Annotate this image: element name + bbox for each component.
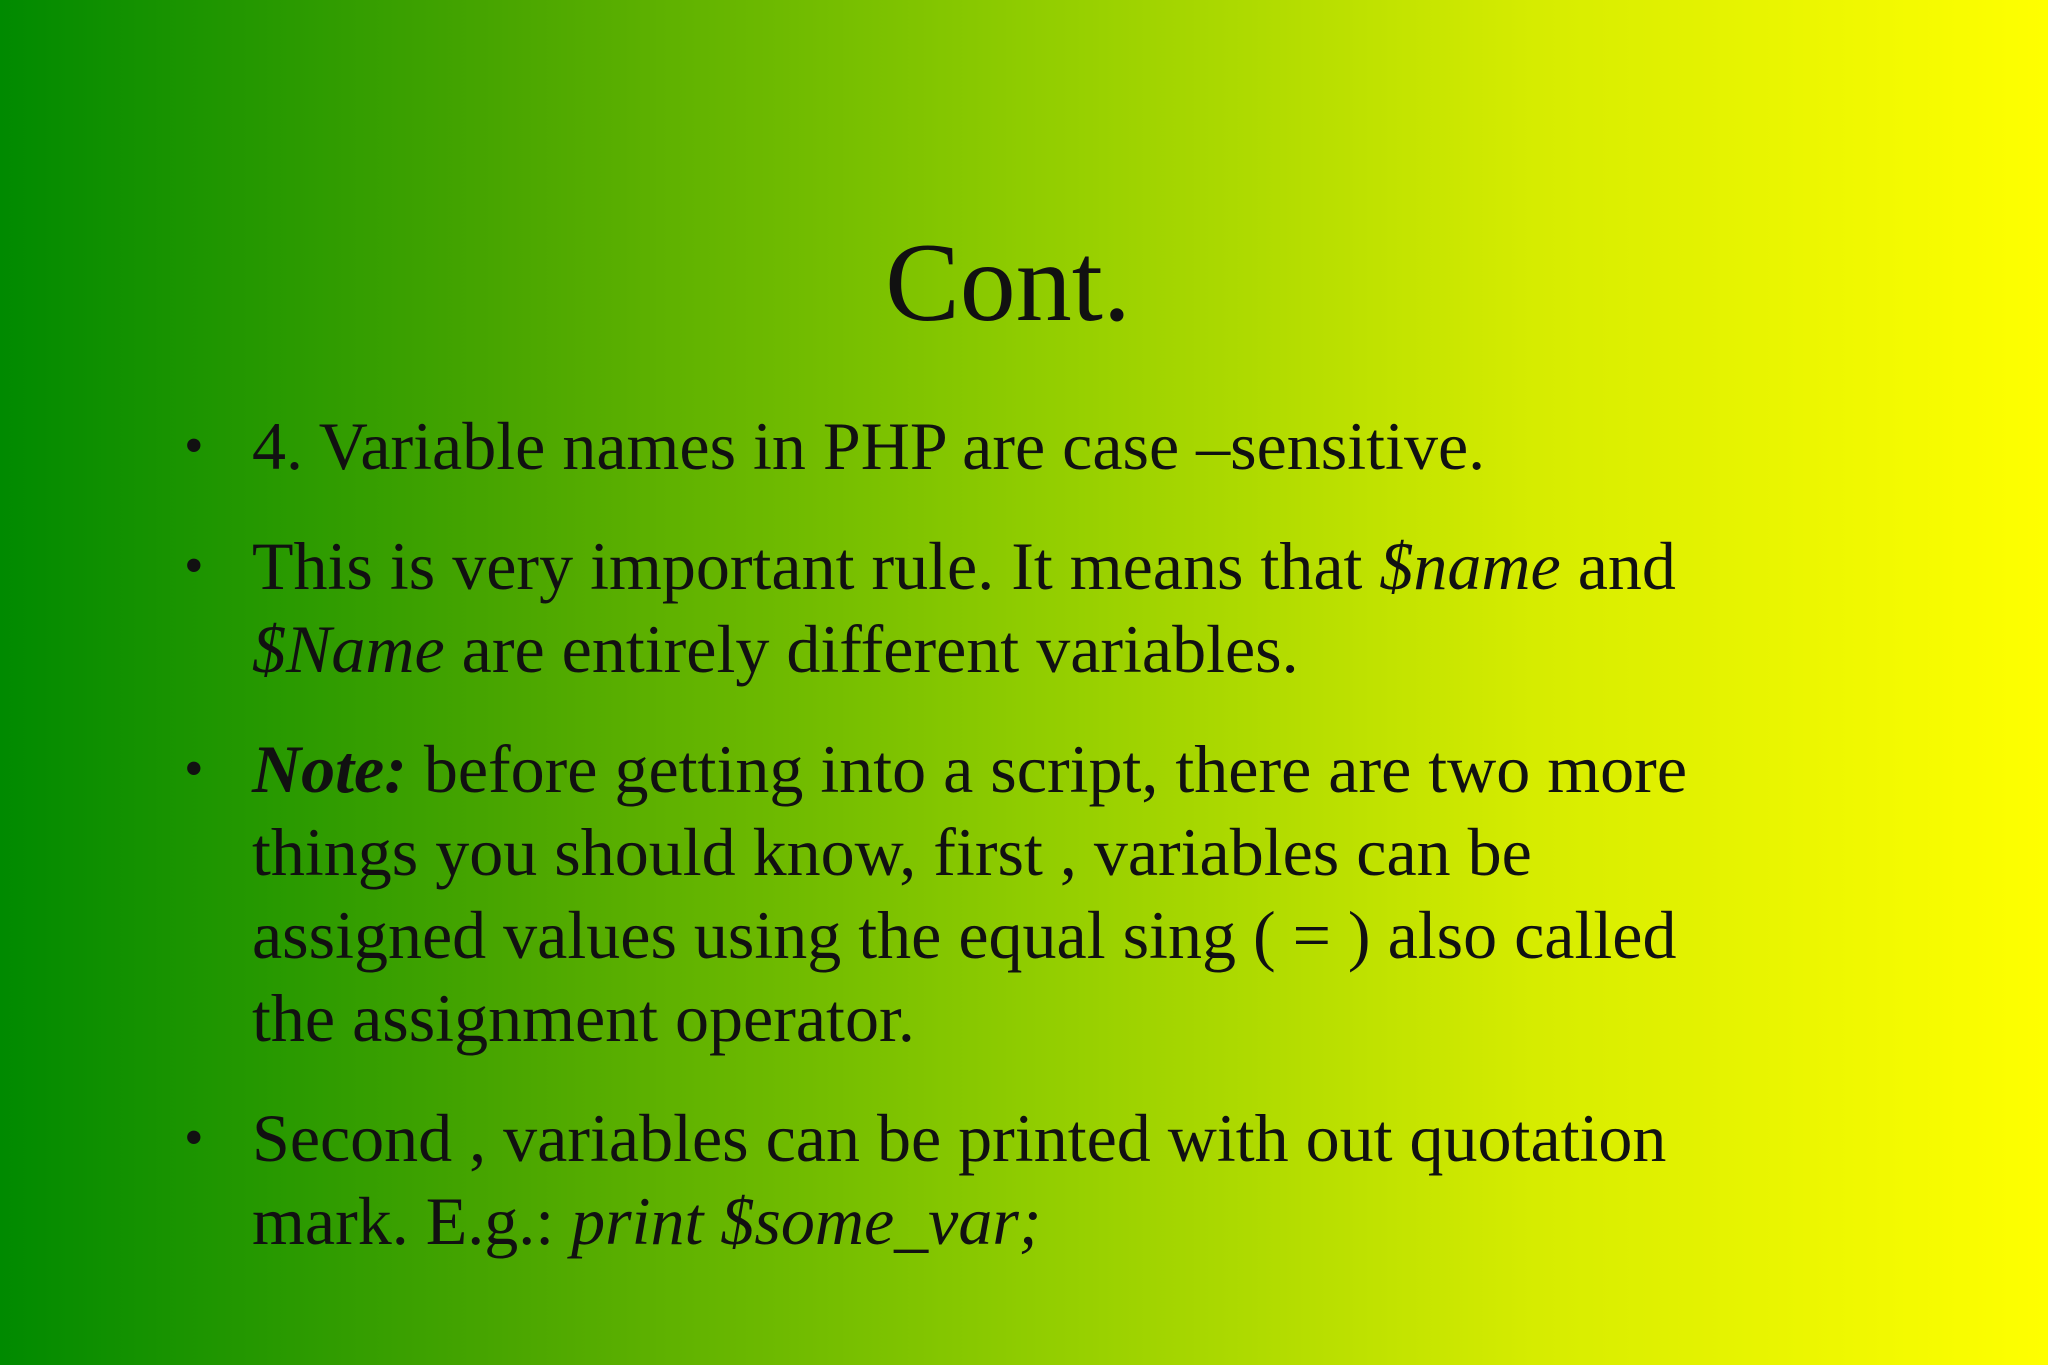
- bullet-text: Second , variables can be printed with out quotation mark. E.g.:: [252, 1100, 1667, 1259]
- bullet-text: and: [1560, 528, 1676, 604]
- code-example: print $some_var;: [571, 1183, 1042, 1259]
- note-label: Note:: [252, 731, 407, 807]
- slide-title: Cont.: [885, 221, 1131, 345]
- bullet-glyph: •: [184, 1107, 204, 1169]
- bullet-glyph: •: [184, 535, 204, 597]
- variable-name-capitalized: $Name: [252, 611, 445, 687]
- variable-name-lowercase: $name: [1379, 528, 1561, 604]
- bullet-list: [182, 405, 1762, 1300]
- bullet-item: [182, 1097, 1762, 1263]
- bullet-glyph: •: [184, 415, 204, 477]
- bullet-text: are entirely different variables.: [444, 611, 1299, 687]
- bullet-glyph: •: [184, 738, 204, 800]
- bullet-text: 4. Variable names in PHP are case –sensitive.: [252, 408, 1486, 484]
- bullet-item: [182, 525, 1762, 691]
- bullet-text: before getting into a script, there are two more things you should know, first , variables can be assigned values using the equal sing ( = ) also called the assignment operator.: [252, 731, 1688, 1056]
- bullet-text: This is very important rule. It means that: [252, 528, 1380, 604]
- bullet-item: [182, 405, 1762, 488]
- bullet-item: [182, 728, 1762, 1060]
